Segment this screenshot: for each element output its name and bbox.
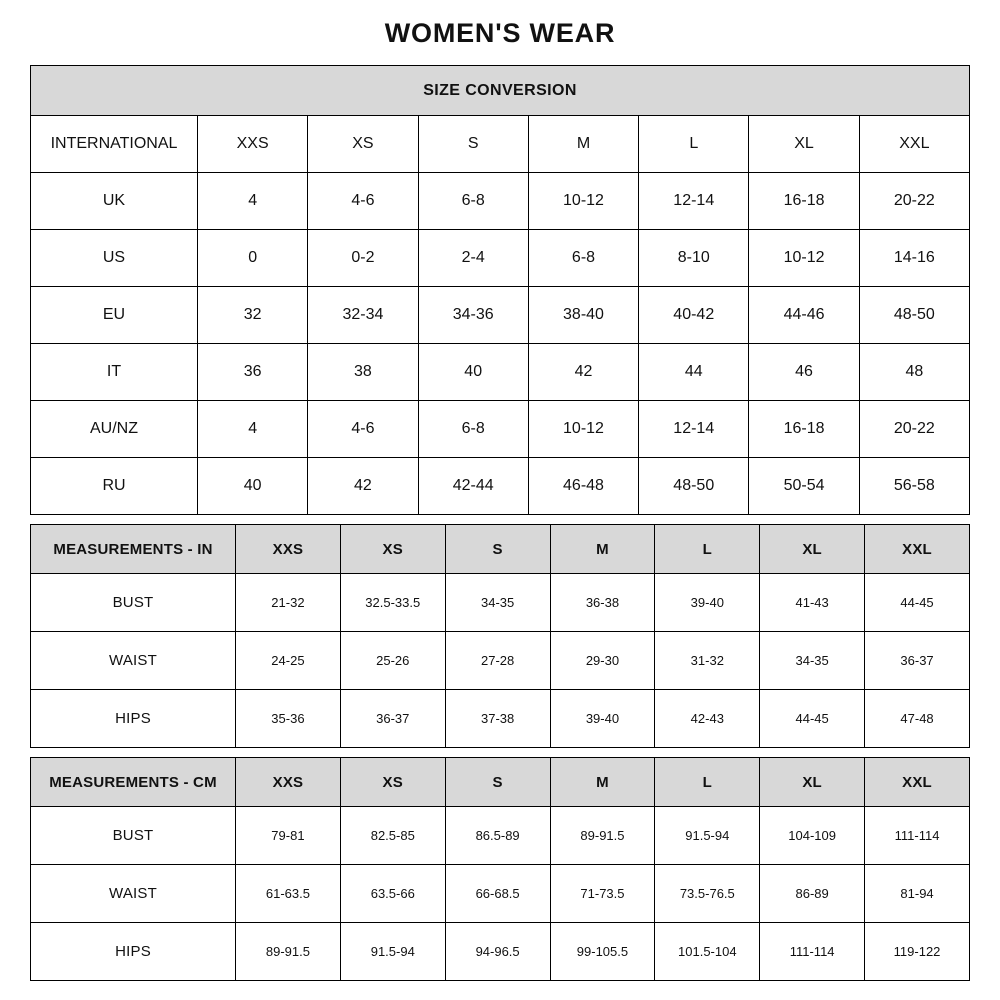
table-cell: 40 [418,344,528,401]
table-cell: 2-4 [418,230,528,287]
row-label: EU [31,287,198,344]
table-cell: XXS [198,116,308,173]
measurements-in-title: MEASUREMENTS - IN [31,525,236,574]
table-cell: 61-63.5 [236,865,341,923]
table-row [31,116,970,173]
table-cell: L [639,116,749,173]
column-header-xl: XL [760,525,865,574]
row-label: AU/NZ [31,401,198,458]
table-cell: M [528,116,638,173]
column-header-m: M [550,525,655,574]
table-cell: 46 [749,344,859,401]
measurements-in-body [31,574,970,748]
table-cell: 10-12 [528,401,638,458]
table-cell: 39-40 [655,574,760,632]
table-cell: 71-73.5 [550,865,655,923]
table-cell: 91.5-94 [340,923,445,981]
table-row [31,574,970,632]
table-cell: 89-91.5 [236,923,341,981]
table-row [31,923,970,981]
table-cell: 79-81 [236,807,341,865]
column-header-xs: XS [340,525,445,574]
table-cell: 82.5-85 [340,807,445,865]
page-title: WOMEN'S WEAR [384,18,616,48]
table-cell: 37-38 [445,690,550,748]
measurements-in-header-row [31,525,970,574]
table-row [31,230,970,287]
table-cell: 10-12 [528,173,638,230]
measurements-cm-table [30,757,970,981]
table-cell: 42-43 [655,690,760,748]
measurements-in-table [30,524,970,748]
table-cell: 86.5-89 [445,807,550,865]
table-cell: 31-32 [655,632,760,690]
table-cell: 24-25 [236,632,341,690]
row-label: WAIST [31,865,236,923]
table-cell: 42 [308,458,418,515]
row-label: RU [31,458,198,515]
table-cell: 104-109 [760,807,865,865]
column-header-xxl: XXL [865,525,970,574]
table-cell: 12-14 [639,173,749,230]
table-cell: 4-6 [308,401,418,458]
table-cell: XS [308,116,418,173]
table-cell: 6-8 [528,230,638,287]
table-row [31,401,970,458]
table-row [31,632,970,690]
table-row [31,865,970,923]
row-label: WAIST [31,632,236,690]
table-cell: 27-28 [445,632,550,690]
table-cell: 12-14 [639,401,749,458]
column-header-l: L [655,758,760,807]
table-row [31,807,970,865]
measurements-cm-title: MEASUREMENTS - CM [31,758,236,807]
column-header-s: S [445,525,550,574]
column-header-xxs: XXS [236,525,341,574]
table-cell: 81-94 [865,865,970,923]
table-cell: 50-54 [749,458,859,515]
table-cell: 44-46 [749,287,859,344]
table-cell: 4-6 [308,173,418,230]
table-cell: 0-2 [308,230,418,287]
table-cell: 14-16 [859,230,969,287]
table-row [31,287,970,344]
table-cell: 44 [639,344,749,401]
column-header-xxs: XXS [236,758,341,807]
table-cell: 34-35 [445,574,550,632]
row-label: US [31,230,198,287]
size-conversion-title-row [31,66,970,116]
table-cell: 44-45 [865,574,970,632]
row-label: HIPS [31,923,236,981]
row-label: HIPS [31,690,236,748]
table-cell: 4 [198,173,308,230]
table-cell: 56-58 [859,458,969,515]
column-header-s: S [445,758,550,807]
table-cell: 29-30 [550,632,655,690]
row-label: UK [31,173,198,230]
table-cell: 63.5-66 [340,865,445,923]
column-header-l: L [655,525,760,574]
column-header-xl: XL [760,758,865,807]
table-cell: 25-26 [340,632,445,690]
table-cell: 48-50 [859,287,969,344]
table-cell: 86-89 [760,865,865,923]
table-cell: 21-32 [236,574,341,632]
row-label: IT [31,344,198,401]
table-cell: 111-114 [865,807,970,865]
measurements-cm-header-row [31,758,970,807]
size-conversion-table [30,65,970,515]
table-cell: 36-37 [340,690,445,748]
table-cell: 34-36 [418,287,528,344]
size-conversion-body [31,116,970,515]
table-cell: 41-43 [760,574,865,632]
table-cell: 66-68.5 [445,865,550,923]
row-label: INTERNATIONAL [31,116,198,173]
size-conversion-title: SIZE CONVERSION [31,66,970,116]
table-cell: 10-12 [749,230,859,287]
table-cell: 35-36 [236,690,341,748]
table-cell: XL [749,116,859,173]
table-cell: 111-114 [760,923,865,981]
table-row [31,344,970,401]
table-cell: 0 [198,230,308,287]
table-cell: 42 [528,344,638,401]
row-label: BUST [31,574,236,632]
column-header-xs: XS [340,758,445,807]
table-cell: 94-96.5 [445,923,550,981]
table-cell: 38-40 [528,287,638,344]
table-cell: 32-34 [308,287,418,344]
table-row [31,458,970,515]
table-cell: 39-40 [550,690,655,748]
table-cell: 16-18 [749,401,859,458]
table-cell: 42-44 [418,458,528,515]
table-cell: 89-91.5 [550,807,655,865]
table-cell: 38 [308,344,418,401]
table-cell: 32.5-33.5 [340,574,445,632]
measurements-cm-body [31,807,970,981]
table-cell: S [418,116,528,173]
table-cell: 6-8 [418,401,528,458]
table-cell: 4 [198,401,308,458]
table-row [31,173,970,230]
table-cell: 6-8 [418,173,528,230]
table-cell: 47-48 [865,690,970,748]
table-cell: 20-22 [859,401,969,458]
table-cell: 40-42 [639,287,749,344]
table-cell: 48 [859,344,969,401]
table-row [31,690,970,748]
table-cell: 40 [198,458,308,515]
table-cell: 34-35 [760,632,865,690]
table-cell: 73.5-76.5 [655,865,760,923]
table-cell: XXL [859,116,969,173]
table-cell: 91.5-94 [655,807,760,865]
table-cell: 36-38 [550,574,655,632]
table-cell: 101.5-104 [655,923,760,981]
table-cell: 119-122 [865,923,970,981]
column-header-m: M [550,758,655,807]
table-cell: 46-48 [528,458,638,515]
table-cell: 99-105.5 [550,923,655,981]
table-cell: 20-22 [859,173,969,230]
table-cell: 48-50 [639,458,749,515]
column-header-xxl: XXL [865,758,970,807]
table-cell: 36-37 [865,632,970,690]
table-cell: 16-18 [749,173,859,230]
table-cell: 8-10 [639,230,749,287]
table-cell: 36 [198,344,308,401]
table-cell: 32 [198,287,308,344]
row-label: BUST [31,807,236,865]
table-cell: 44-45 [760,690,865,748]
